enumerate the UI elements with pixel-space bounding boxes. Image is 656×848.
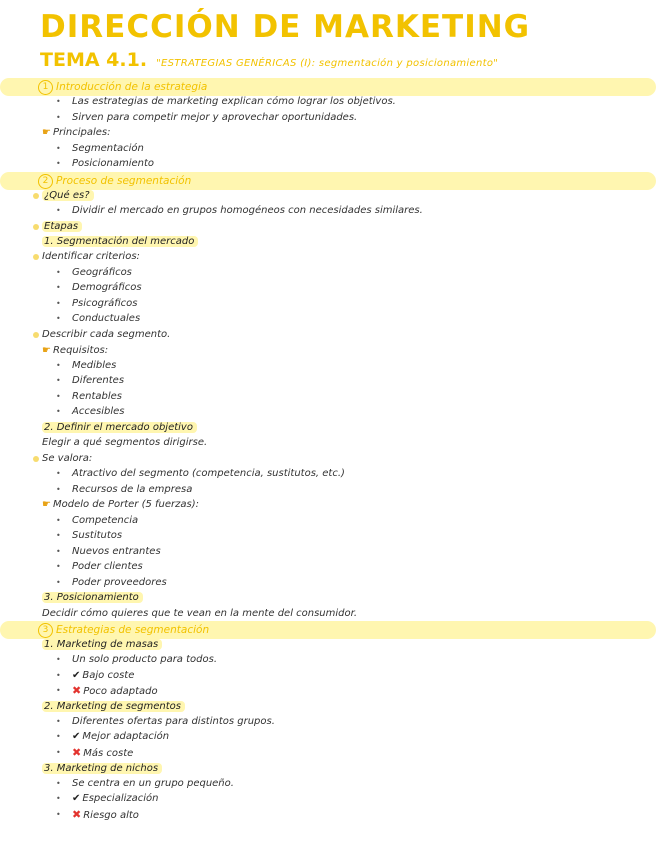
con-item: • ✖ Más coste <box>72 746 133 761</box>
pointing-hand-icon: ☛ <box>42 127 51 138</box>
cross-icon: ✖ <box>72 808 82 821</box>
section-heading-3 <box>38 621 209 639</box>
list-item: • Segmentación <box>72 142 144 156</box>
step-heading-1: 1. Segmentación del mercado <box>42 235 198 249</box>
list-item: • Conductuales <box>72 312 140 326</box>
step-heading-2: 2. Definir el mercado objetivo <box>42 421 197 435</box>
page-title: DIRECCIÓN DE MARKETING <box>40 9 531 45</box>
list-item: • Psicográficos <box>72 297 138 311</box>
list-item: • Un solo producto para todos. <box>72 653 217 667</box>
section-number-1: 1 <box>38 80 53 95</box>
check-icon: ✔ <box>72 731 81 742</box>
list-item: • Poder clientes <box>72 560 143 574</box>
list-item: • Las estrategias de marketing explican cómo lograr los objetivos. <box>72 95 396 109</box>
list-item: • Medibles <box>72 359 116 373</box>
section-number-3: 3 <box>38 623 53 638</box>
strategy-heading-1: 1. Marketing de masas <box>42 638 162 652</box>
strategy-heading-2: 2. Marketing de segmentos <box>42 700 185 714</box>
list-item: • Posicionamiento <box>72 157 154 171</box>
check-icon: ✔ <box>72 793 81 804</box>
list-item: • Se centra en un grupo pequeño. <box>72 777 234 791</box>
list-item: • Nuevos entrantes <box>72 545 161 559</box>
list-item: Se valora: <box>42 453 93 464</box>
section-title-1: Introducción de la estrategia <box>56 81 208 93</box>
section-heading-2 <box>38 172 191 190</box>
pointing-hand-icon: ☛ <box>42 345 51 356</box>
list-item: • Atractivo del segmento (competencia, sustitutos, etc.) <box>72 467 345 481</box>
list-item: Identificar criterios: <box>42 251 140 262</box>
list-item: • Competencia <box>72 514 138 528</box>
list-item: • Poder proveedores <box>72 576 167 590</box>
list-item: • Recursos de la empresa <box>72 483 192 497</box>
section-title-2: Proceso de segmentación <box>56 175 192 187</box>
list-item: • Dividir el mercado en grupos homogéneos con necesidades similares. <box>72 204 423 218</box>
section-heading-1 <box>38 78 207 96</box>
con-item: • ✖ Poco adaptado <box>72 684 158 699</box>
subtitle-row <box>40 49 498 71</box>
requisitos-label: ☛ Requisitos: <box>42 345 109 356</box>
pro-item: • ✔ Especialización <box>72 792 159 806</box>
pro-item: • ✔ Bajo coste <box>72 669 134 683</box>
step-heading-3: 3. Posicionamiento <box>42 591 143 605</box>
list-item: • Rentables <box>72 390 122 404</box>
section-title-3: Estrategias de segmentación <box>56 624 210 636</box>
list-item: • Accesibles <box>72 405 124 419</box>
check-icon: ✔ <box>72 670 81 681</box>
porter-label: ☛ Modelo de Porter (5 fuerzas): <box>42 499 200 510</box>
strategy-heading-3: 3. Marketing de nichos <box>42 762 162 776</box>
list-item: Elegir a qué segmentos dirigirse. <box>42 437 208 448</box>
section-number-2: 2 <box>38 174 53 189</box>
list-item: • Diferentes <box>72 374 124 388</box>
list-item: • Sustitutos <box>72 529 122 543</box>
que-es-label: ¿Qué es? <box>42 189 94 203</box>
list-item: • Diferentes ofertas para distintos grupos. <box>72 715 275 729</box>
pointing-hand-icon: ☛ <box>42 499 51 510</box>
list-item: Decidir cómo quieres que te vean en la mente del consumidor. <box>42 608 358 619</box>
cross-icon: ✖ <box>72 746 82 759</box>
tema-subtitle: "ESTRATEGIAS GENÉRICAS (I): segmentación y posicionamiento" <box>156 58 499 69</box>
con-item: • ✖ Riesgo alto <box>72 808 139 823</box>
list-item: • Demográficos <box>72 281 142 295</box>
list-item: • Sirven para competir mejor y aprovechar oportunidades. <box>72 111 357 125</box>
cross-icon: ✖ <box>72 684 82 697</box>
list-item: Describir cada segmento. <box>42 329 171 340</box>
pro-item: • ✔ Mejor adaptación <box>72 730 169 744</box>
list-item: • Geográficos <box>72 266 132 280</box>
principales-label: ☛ Principales: <box>42 127 111 138</box>
etapas-label: Etapas <box>42 220 82 234</box>
tema-label: TEMA 4.1. <box>40 49 148 71</box>
